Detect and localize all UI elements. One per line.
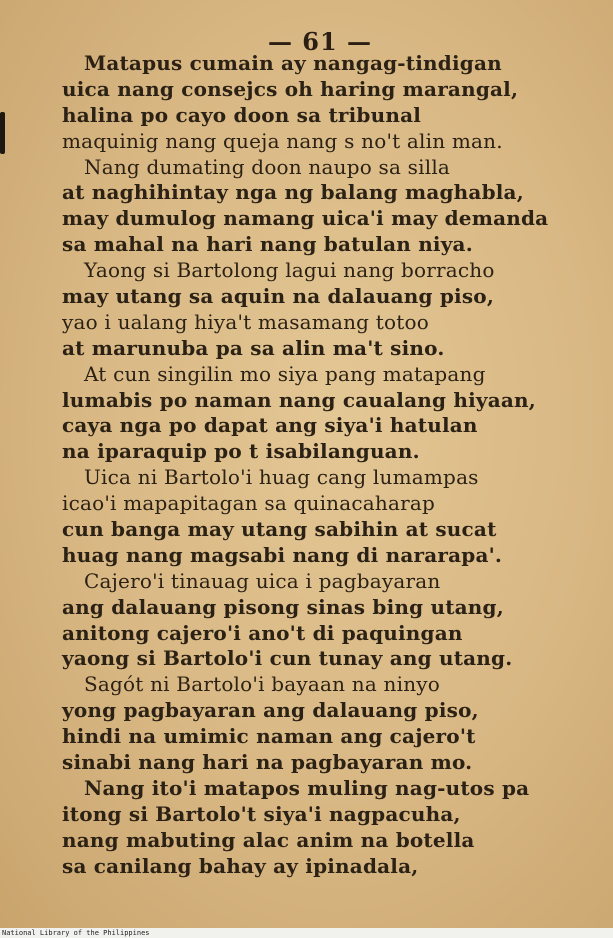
text-line: Yaong si Bartolong lagui nang borracho [84,258,495,283]
poem-text [62,51,605,880]
text-line: at marunuba pa sa alin ma't sino. [62,335,445,360]
text-line: Matapus cumain ay nangag-tindigan [84,51,502,75]
text-line: may utang sa aquin na dalauang piso, [62,284,494,309]
text-line: nang mabuting alac anim na botella [62,827,475,852]
text-line: hindi na umimic naman ang cajero't [62,724,476,749]
text-line: na iparaquip po t isabilanguan. [62,439,420,464]
text-line: at naghihintay nga ng balang maghabla, [62,180,524,205]
text-line: may dumulog namang uica'i may demanda [62,206,549,231]
text-line: caya nga po dapat ang siya'i hatulan [62,413,478,438]
text-line: Nang ito'i matapos muling nag-utos pa [84,775,530,800]
text-line: maquinig nang queja nang s no't alin man. [62,128,503,153]
text-line: icao'i mapapitagan sa quinacaharap [62,491,436,516]
margin-mark [0,112,5,154]
text-line: halina po cayo doon sa tribunal [62,102,422,127]
text-line: itong si Bartolo't siya'i nagpacuha, [62,801,461,826]
text-line: Uica ni Bartolo'i huag cang lumampas [84,465,479,490]
text-line: yaong si Bartolo'i cun tunay ang utang. [62,646,513,671]
text-line: ang dalauang pisong sinas bing utang, [62,594,504,619]
text-line: sinabi nang hari na pagbayaran mo. [62,750,473,775]
text-line: lumabis po naman nang caualang hiyaan, [62,387,536,412]
text-line: sa mahal na hari nang batulan niya. [62,232,473,257]
page-number: — 61 — [267,27,373,56]
text-line: Cajero'i tinauag uica i pagbayaran [84,568,441,593]
text-line: yao i ualang hiya't masamang totoo [62,309,429,334]
text-line: yong pagbayaran ang dalauang piso, [62,698,479,723]
text-line: uica nang consejcs oh haring marangal, [62,76,519,101]
text-line: sa canilang bahay ay ipinadala, [62,853,419,878]
text-line: cun banga may utang sabihin at sucat [62,517,497,542]
text-line: Sagót ni Bartolo'i bayaan na ninyo [84,672,441,697]
text-line: huag nang magsabi nang di nararapa'. [62,542,503,567]
text-line: anitong cajero'i ano't di paquingan [62,620,463,645]
text-line: At cun singilin mo siya pang matapang [84,361,486,386]
text-line: Nang dumating doon naupo sa silla [84,154,451,179]
library-credit: National Library of the Philippines [0,928,613,938]
